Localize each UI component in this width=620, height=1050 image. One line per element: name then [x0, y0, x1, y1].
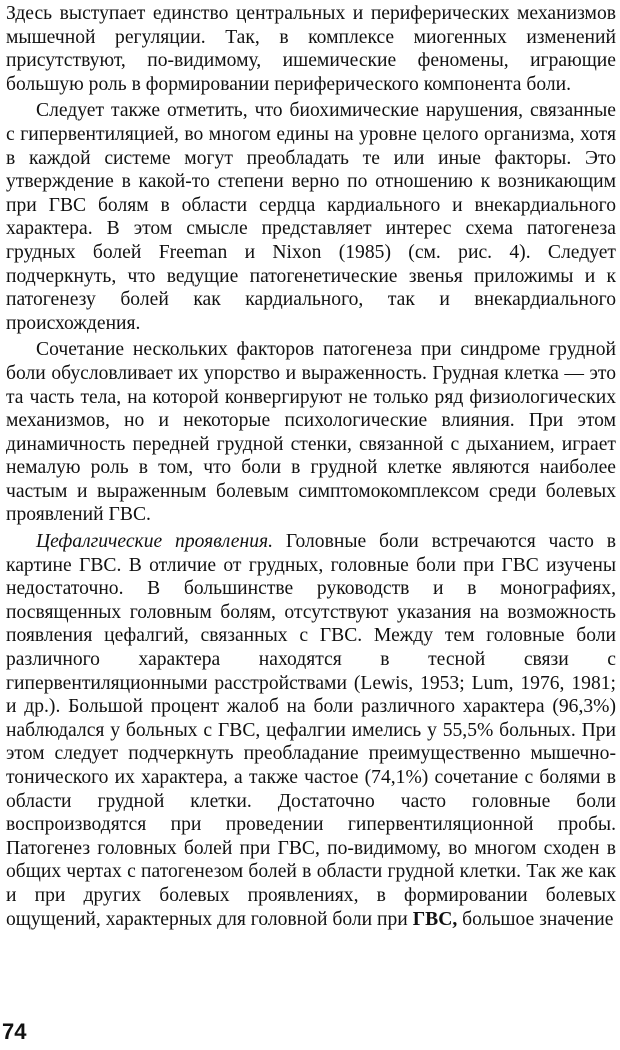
paragraph-4-tail: большое значение	[457, 908, 614, 930]
page-number: 74	[2, 1019, 27, 1045]
paragraph-4	[6, 530, 616, 931]
section-heading-inline: Цефалгические проявления.	[36, 531, 274, 553]
bold-term: ГВС,	[412, 908, 458, 930]
paragraph-2: Следует также отметить, что биохимические нарушения, связанные с гипервентиляцией, во многом едины на уровне целого организма, хотя в каждой системе могут преобладать те или иные факторы. Это утверждение в какой-то степени верно по отношению к возникающим при ГВС болям в области сердца кардиального и внекардиального характера. В этом смысле представляет интерес схема патогенеза грудных болей Freeman и Nixon (1985) (см. рис. 4). Следует подчеркнуть, что ведущие патогенетические звенья приложимы и к патогенезу болей как кардиального, так и внекардиального происхождения.	[6, 100, 616, 334]
paragraph-4-body: Головные боли встречаются часто в картине ГВС. В отличие от грудных, головные боли при ГВС изучены недостаточно. В большинстве руководств и в монографиях, посвященных головным болям, отсутствуют указания на возможность появления цефалгий, связанных с ГВС. Между тем головные боли различного характера находятся в тесной связи с гипервентиляционными расстройствами (Lewis, 1953; Lum, 1976, 1981; и др.). Большой процент жалоб на боли различного характера (96,3%) наблюдался у больных с ГВС, цефалгии имелись у 55,5% больных. При этом следует подчеркнуть преобладание преимущественно мышечно-тонического их характера, а также частое (74,1%) сочетание с болями в области грудной клетки. Достаточно часто головные боли воспроизводятся при проведении гипервентиляционной пробы. Патогенез головных болей при ГВС, по-видимому, во многом сходен в общих чертах с патогенезом болей в области грудной клетки. Так же как и при других болевых проявлениях, в формировании болевых ощущений, характерных для головной боли при	[6, 531, 616, 930]
paragraph-3: Сочетание нескольких факторов патогенеза при синдроме грудной боли обусловливает их упорство и выраженность. Грудная клетка — это та часть тела, на которой конвергируют не только ряд физиологических механизмов, но и некоторые психологические влияния. При этом динамичность передней грудной стенки, связанной с дыханием, играет немалую роль в том, что боли в грудной клетке являются наиболее частым и выраженным болевым симптомокомплексом среди болевых проявлений ГВС.	[6, 339, 616, 526]
paragraph-1: Здесь выступает единство центральных и периферических механизмов мышечной регуляции. Так, в комплексе миогенных изменений присутствуют, по-видимому, ишемические феномены, играющие большую роль в формировании периферического компонента боли.	[6, 3, 616, 95]
